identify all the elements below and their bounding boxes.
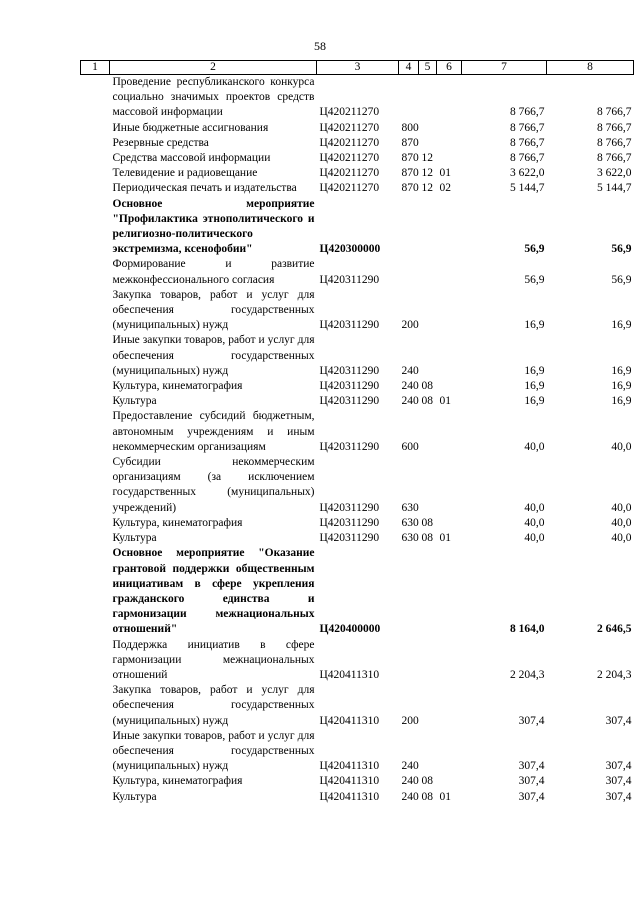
row-code: Ц420411310 bbox=[319, 668, 380, 681]
row-section: 12 bbox=[421, 152, 433, 165]
row-subsection bbox=[437, 683, 462, 729]
row-number-cell bbox=[81, 257, 110, 287]
row-section: 08 bbox=[421, 532, 433, 545]
table-row bbox=[81, 333, 634, 379]
row-section: 08 bbox=[421, 516, 433, 529]
row-expense-type: 200 bbox=[401, 319, 419, 332]
row-code: Ц420311290 bbox=[319, 440, 380, 453]
row-expense-type: 200 bbox=[401, 714, 419, 727]
row-amount-col8: 5 144,7 bbox=[597, 182, 632, 195]
row-number-cell bbox=[81, 774, 110, 789]
row-code: Ц420211270 bbox=[319, 136, 380, 149]
row-expense-type bbox=[399, 546, 419, 637]
row-number-cell bbox=[81, 683, 110, 729]
row-section bbox=[419, 729, 437, 775]
row-amount-col8: 40,0 bbox=[611, 516, 632, 529]
column-header: 7 bbox=[462, 61, 547, 75]
row-subsection bbox=[437, 151, 462, 166]
row-amount-col7: 8 164,0 bbox=[510, 623, 545, 636]
row-section bbox=[419, 197, 437, 258]
table-row bbox=[81, 531, 634, 546]
row-subsection: 01 bbox=[439, 532, 451, 545]
row-section: 08 bbox=[421, 775, 433, 788]
row-subsection: 01 bbox=[439, 395, 451, 408]
row-amount-col7: 5 144,7 bbox=[510, 182, 545, 195]
row-number-cell bbox=[81, 197, 110, 258]
row-name: Основное мероприятие "Профилактика этнополитического и религиозно-политического экстремизма, ксенофобии" bbox=[112, 197, 315, 256]
row-expense-type: 240 bbox=[401, 775, 419, 788]
row-expense-type: 800 bbox=[401, 121, 419, 134]
table-body bbox=[81, 75, 634, 805]
row-amount-col8: 8 766,7 bbox=[597, 121, 632, 134]
row-amount-col7: 16,9 bbox=[524, 395, 545, 408]
row-amount-col8: 8 766,7 bbox=[597, 136, 632, 149]
page-number: 58 bbox=[314, 39, 326, 53]
row-code: Ц420300000 bbox=[319, 243, 381, 256]
row-name: Культура, кинематография bbox=[112, 380, 243, 393]
row-amount-col7: 40,0 bbox=[524, 501, 545, 514]
row-number-cell bbox=[81, 531, 110, 546]
row-expense-type: 630 bbox=[401, 501, 419, 514]
row-subsection: 01 bbox=[439, 790, 451, 803]
row-number-cell bbox=[81, 546, 110, 637]
row-amount-col7: 307,4 bbox=[518, 714, 545, 727]
row-code: Ц420311290 bbox=[319, 364, 380, 377]
table-row bbox=[81, 638, 634, 684]
row-name: Периодическая печать и издательства bbox=[112, 182, 297, 195]
row-subsection bbox=[437, 638, 462, 684]
row-section bbox=[419, 546, 437, 637]
row-number-cell bbox=[81, 394, 110, 409]
row-amount-col7: 307,4 bbox=[518, 775, 545, 788]
row-number-cell bbox=[81, 379, 110, 394]
row-name: Субсидии некоммерческим организациям (за исключением государственных (муниципальных) учреждений) bbox=[112, 456, 315, 514]
row-subsection bbox=[437, 121, 462, 136]
row-expense-type: 870 bbox=[401, 136, 419, 149]
row-expense-type: 240 bbox=[401, 380, 419, 393]
row-amount-col7: 56,9 bbox=[524, 243, 545, 256]
row-amount-col7: 16,9 bbox=[524, 364, 545, 377]
row-number-cell bbox=[81, 333, 110, 379]
row-name: Культура bbox=[112, 532, 157, 545]
row-amount-col7: 3 622,0 bbox=[510, 167, 545, 180]
row-name: Формирование и развитие межконфессионального согласия bbox=[112, 258, 315, 286]
row-expense-type: 240 bbox=[401, 760, 419, 773]
row-expense-type: 240 bbox=[401, 395, 419, 408]
row-number-cell bbox=[81, 121, 110, 136]
row-name: Иные закупки товаров, работ и услуг для обеспечения государственных (муниципальных) нужд bbox=[112, 334, 315, 377]
row-number-cell bbox=[81, 729, 110, 775]
row-amount-col7: 16,9 bbox=[524, 380, 545, 393]
row-code: Ц420311290 bbox=[319, 319, 380, 332]
row-name: Телевидение и радиовещание bbox=[112, 167, 258, 180]
row-section: 08 bbox=[421, 395, 433, 408]
row-code: Ц420411310 bbox=[319, 760, 380, 773]
table-row bbox=[81, 455, 634, 516]
row-number-cell bbox=[81, 516, 110, 531]
budget-table bbox=[80, 60, 634, 805]
table-row bbox=[81, 151, 634, 166]
row-amount-col7: 8 766,7 bbox=[510, 136, 545, 149]
table-row bbox=[81, 774, 634, 789]
row-amount-col7: 2 204,3 bbox=[510, 668, 545, 681]
row-section bbox=[419, 75, 437, 121]
row-amount-col8: 2 646,5 bbox=[597, 623, 632, 636]
row-code: Ц420211270 bbox=[319, 167, 380, 180]
row-code: Ц420211270 bbox=[319, 182, 380, 195]
row-expense-type: 630 bbox=[401, 532, 419, 545]
row-amount-col8: 2 204,3 bbox=[597, 668, 632, 681]
row-number-cell bbox=[81, 638, 110, 684]
row-code: Ц420400000 bbox=[319, 623, 381, 636]
row-number-cell bbox=[81, 409, 110, 455]
row-amount-col7: 40,0 bbox=[524, 516, 545, 529]
row-amount-col8: 40,0 bbox=[611, 501, 632, 514]
column-header: 5 bbox=[419, 61, 437, 75]
row-expense-type: 630 bbox=[401, 516, 419, 529]
row-section bbox=[419, 288, 437, 334]
row-name: Предоставление субсидий бюджетным, автономным учреждениям и иным некоммерческим организациям bbox=[112, 410, 315, 453]
row-amount-col8: 40,0 bbox=[611, 440, 632, 453]
table-row bbox=[81, 394, 634, 409]
row-number-cell bbox=[81, 166, 110, 181]
row-section bbox=[419, 333, 437, 379]
row-section bbox=[419, 121, 437, 136]
row-name: Иные бюджетные ассигнования bbox=[112, 121, 269, 134]
row-amount-col8: 8 766,7 bbox=[597, 106, 632, 119]
row-section bbox=[419, 638, 437, 684]
row-name: Основное мероприятие "Оказание грантовой поддержки общественным инициативам в сфере укрепления гражданского единства и гармонизации межнациональных отношений" bbox=[112, 547, 315, 636]
row-number-cell bbox=[81, 181, 110, 196]
table-header-row bbox=[81, 61, 634, 75]
row-subsection bbox=[437, 774, 462, 789]
row-section bbox=[419, 683, 437, 729]
row-expense-type bbox=[399, 197, 419, 258]
row-name: Резервные средства bbox=[112, 136, 209, 149]
row-amount-col7: 40,0 bbox=[524, 532, 545, 545]
row-expense-type: 240 bbox=[401, 790, 419, 803]
row-amount-col8: 307,4 bbox=[605, 775, 632, 788]
row-amount-col7: 16,9 bbox=[524, 319, 545, 332]
table-row bbox=[81, 257, 634, 287]
column-header: 4 bbox=[399, 61, 419, 75]
row-amount-col8: 16,9 bbox=[611, 395, 632, 408]
row-section: 12 bbox=[421, 167, 433, 180]
row-amount-col8: 307,4 bbox=[605, 760, 632, 773]
row-number-cell bbox=[81, 790, 110, 805]
row-subsection bbox=[437, 136, 462, 151]
row-subsection bbox=[437, 288, 462, 334]
row-section: 12 bbox=[421, 182, 433, 195]
row-code: Ц420411310 bbox=[319, 775, 380, 788]
row-subsection bbox=[437, 333, 462, 379]
row-subsection bbox=[437, 546, 462, 637]
table-row bbox=[81, 197, 634, 258]
row-name: Закупка товаров, работ и услуг для обеспечения государственных (муниципальных) нужд bbox=[112, 288, 315, 332]
row-amount-col7: 56,9 bbox=[524, 273, 545, 286]
row-code: Ц420311290 bbox=[319, 395, 380, 408]
column-header: 3 bbox=[317, 61, 399, 75]
row-subsection: 02 bbox=[439, 182, 451, 195]
row-number-cell bbox=[81, 288, 110, 334]
table-row bbox=[81, 379, 634, 394]
row-name: Средства массовой информации bbox=[112, 152, 271, 165]
row-code: Ц420311290 bbox=[319, 380, 380, 393]
row-amount-col8: 307,4 bbox=[605, 714, 632, 727]
row-amount-col7: 8 766,7 bbox=[510, 152, 545, 165]
row-amount-col7: 307,4 bbox=[518, 790, 545, 803]
row-subsection bbox=[437, 455, 462, 516]
row-number-cell bbox=[81, 151, 110, 166]
row-code: Ц420211270 bbox=[319, 106, 380, 119]
column-header: 1 bbox=[81, 61, 110, 75]
row-amount-col8: 56,9 bbox=[611, 243, 632, 256]
row-section bbox=[419, 136, 437, 151]
row-name: Закупка товаров, работ и услуг для обеспечения государственных (муниципальных) нужд bbox=[112, 684, 315, 727]
row-expense-type: 870 bbox=[401, 152, 419, 165]
column-header: 2 bbox=[110, 61, 317, 75]
row-subsection bbox=[437, 257, 462, 287]
row-expense-type: 870 bbox=[401, 167, 419, 180]
row-expense-type: 600 bbox=[401, 440, 419, 453]
table-row bbox=[81, 181, 634, 196]
table-row bbox=[81, 516, 634, 531]
row-amount-col7: 40,0 bbox=[524, 440, 545, 453]
table-row bbox=[81, 166, 634, 181]
row-amount-col8: 40,0 bbox=[611, 532, 632, 545]
row-expense-type: 870 bbox=[401, 182, 419, 195]
row-amount-col7: 8 766,7 bbox=[510, 106, 545, 119]
row-section bbox=[419, 455, 437, 516]
row-amount-col8: 16,9 bbox=[611, 319, 632, 332]
column-header: 6 bbox=[437, 61, 462, 75]
row-name: Поддержка инициатив в сфере гармонизации межнациональных отношений bbox=[112, 638, 315, 681]
table-row bbox=[81, 288, 634, 334]
row-code: Ц420211270 bbox=[319, 121, 380, 134]
row-subsection bbox=[437, 516, 462, 531]
row-expense-type bbox=[399, 638, 419, 684]
row-subsection bbox=[437, 729, 462, 775]
table-row bbox=[81, 729, 634, 775]
row-amount-col8: 8 766,7 bbox=[597, 152, 632, 165]
row-section: 08 bbox=[421, 790, 433, 803]
row-amount-col8: 56,9 bbox=[611, 273, 632, 286]
table-row bbox=[81, 136, 634, 151]
row-subsection bbox=[437, 75, 462, 121]
column-header: 8 bbox=[547, 61, 634, 75]
table-row bbox=[81, 683, 634, 729]
row-section: 08 bbox=[421, 380, 433, 393]
row-expense-type bbox=[399, 75, 419, 121]
row-name: Культура bbox=[112, 790, 157, 803]
row-amount-col8: 16,9 bbox=[611, 364, 632, 377]
table-row bbox=[81, 75, 634, 121]
row-code: Ц420311290 bbox=[319, 501, 380, 514]
row-section bbox=[419, 409, 437, 455]
table-row bbox=[81, 790, 634, 805]
row-name: Культура, кинематография bbox=[112, 516, 243, 529]
row-number-cell bbox=[81, 455, 110, 516]
table-row bbox=[81, 121, 634, 136]
row-number-cell bbox=[81, 136, 110, 151]
row-code: Ц420311290 bbox=[319, 516, 380, 529]
row-expense-type bbox=[399, 257, 419, 287]
row-amount-col8: 3 622,0 bbox=[597, 167, 632, 180]
row-amount-col8: 307,4 bbox=[605, 790, 632, 803]
row-amount-col7: 8 766,7 bbox=[510, 121, 545, 134]
row-subsection: 01 bbox=[439, 167, 451, 180]
row-expense-type: 240 bbox=[401, 364, 419, 377]
row-name: Иные закупки товаров, работ и услуг для обеспечения государственных (муниципальных) нужд bbox=[112, 729, 315, 773]
row-amount-col7: 307,4 bbox=[518, 760, 545, 773]
row-name: Культура, кинематография bbox=[112, 775, 243, 788]
row-subsection bbox=[437, 409, 462, 455]
row-code: Ц420211270 bbox=[319, 152, 380, 165]
row-name: Проведение республиканского конкурса социально значимых проектов средств массовой информации bbox=[112, 76, 315, 119]
row-amount-col8: 16,9 bbox=[611, 380, 632, 393]
table-row bbox=[81, 546, 634, 637]
row-code: Ц420411310 bbox=[319, 714, 380, 727]
row-number-cell bbox=[81, 75, 110, 121]
row-code: Ц420311290 bbox=[319, 273, 380, 286]
table-row bbox=[81, 409, 634, 455]
row-section bbox=[419, 257, 437, 287]
row-subsection bbox=[437, 197, 462, 258]
row-code: Ц420311290 bbox=[319, 532, 380, 545]
row-subsection bbox=[437, 379, 462, 394]
row-code: Ц420411310 bbox=[319, 790, 380, 803]
row-name: Культура bbox=[112, 395, 157, 408]
